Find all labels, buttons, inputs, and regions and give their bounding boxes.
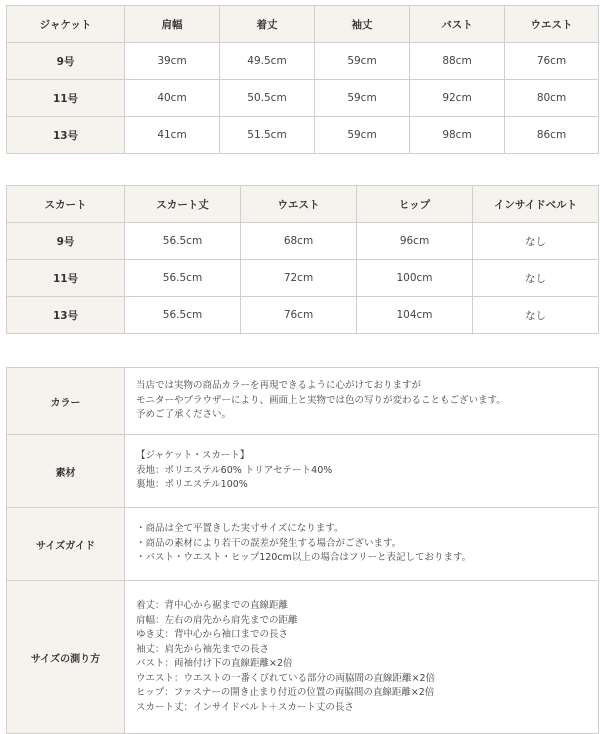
info-line: 袖丈：肩先から袖先までの長さ [136,643,270,655]
info-line: 当店では実物の商品カラーを再現できるように心がけておりますが [136,380,422,392]
table-cell: 68cm [241,223,357,260]
info-line: ヒップ：ファスナーの開き止まり付近の位置の両脇間の直線距離×2倍 [136,687,435,698]
info-row-size-guide [7,508,599,581]
table-cell: 72cm [241,260,357,297]
table-cell: 50.5cm [220,80,315,117]
table-cell: 56.5cm [125,297,241,334]
table-cell: なし [473,297,599,334]
info-line: ゆき丈：背中心から袖口までの長さ [136,629,289,640]
info-content-color [125,368,599,435]
column-header: ウエスト [505,6,599,43]
table-cell: 96cm [357,223,473,260]
table-row [7,117,599,154]
info-line: 裏地：ポリエステル100% [136,479,248,491]
table-cell: 88cm [410,43,505,80]
table-cell: なし [473,223,599,260]
size-label: 9号 [7,43,125,80]
info-line: ・商品の素材により若干の誤差が発生する場合がございます。 [136,537,402,549]
info-label-size-guide: サイズガイド [7,508,125,581]
table-header-row [7,186,599,223]
info-line: ・バスト・ウエスト・ヒップ120cm以上の場合はフリーと表記しております。 [136,552,472,564]
column-header: 着丈 [220,6,315,43]
skirt-size-table [6,185,599,334]
table-cell: 80cm [505,80,599,117]
info-row-measurement [7,581,599,734]
info-content-size-guide [125,508,599,581]
product-info-table [6,367,599,734]
table-cell: 59cm [315,43,410,80]
table-row [7,297,599,334]
table-cell: 39cm [125,43,220,80]
column-header: スカート丈 [125,186,241,223]
table-cell: 56.5cm [125,223,241,260]
info-line: 【ジャケット・スカート】 [136,450,250,462]
info-line: バスト：両袖付け下の直線距離×2倍 [136,658,293,669]
table-cell: 76cm [241,297,357,334]
table-cell: 100cm [357,260,473,297]
table-cell: 41cm [125,117,220,154]
info-line: モニターやブラウザーにより、画面上と実物では色の写りが変わることもございます。 [136,394,506,406]
table-cell: 98cm [410,117,505,154]
column-header: ヒップ [357,186,473,223]
size-label: 9号 [7,223,125,260]
info-content-measurement [125,581,599,734]
info-label-material: 素材 [7,435,125,508]
table-row [7,80,599,117]
jacket-size-table [6,5,599,154]
table-row [7,43,599,80]
info-label-measurement: サイズの測り方 [7,581,125,734]
info-line: ウエスト：ウエストの一番くびれている部分の両脇間の直線距離×2倍 [136,672,436,684]
table-cell: 59cm [315,117,410,154]
column-header: ウエスト [241,186,357,223]
column-header: スカート [7,186,125,223]
table-cell: 40cm [125,80,220,117]
column-header: バスト [410,6,505,43]
table-row [7,223,599,260]
size-label: 11号 [7,260,125,297]
table-row [7,260,599,297]
table-cell: 86cm [505,117,599,154]
info-label-color: カラー [7,368,125,435]
size-label: 13号 [7,117,125,154]
info-row-color [7,368,599,435]
info-line: 着丈：背中心から裾までの直線距離 [136,600,289,611]
column-header: 袖丈 [315,6,410,43]
size-label: 11号 [7,80,125,117]
size-label: 13号 [7,297,125,334]
table-cell: 92cm [410,80,505,117]
table-header-row [7,6,599,43]
info-row-material [7,435,599,508]
column-header: 肩幅 [125,6,220,43]
table-cell: 76cm [505,43,599,80]
table-cell: 51.5cm [220,117,315,154]
info-content-material [125,435,599,508]
info-line: 予めご了承ください。 [136,409,232,421]
info-line: 肩幅：左右の肩先から肩先までの距離 [136,614,298,626]
column-header: ジャケット [7,6,125,43]
table-cell: なし [473,260,599,297]
column-header: インサイドベルト [473,186,599,223]
info-line: ・商品は全て平置きした実寸サイズになります。 [136,523,344,535]
table-cell: 49.5cm [220,43,315,80]
table-cell: 59cm [315,80,410,117]
info-line: 表地：ポリエステル60% トリアセテート40% [136,464,333,476]
table-cell: 56.5cm [125,260,241,297]
table-cell: 104cm [357,297,473,334]
info-line: スカート丈：インサイドベルト＋スカート丈の長さ [136,701,354,713]
